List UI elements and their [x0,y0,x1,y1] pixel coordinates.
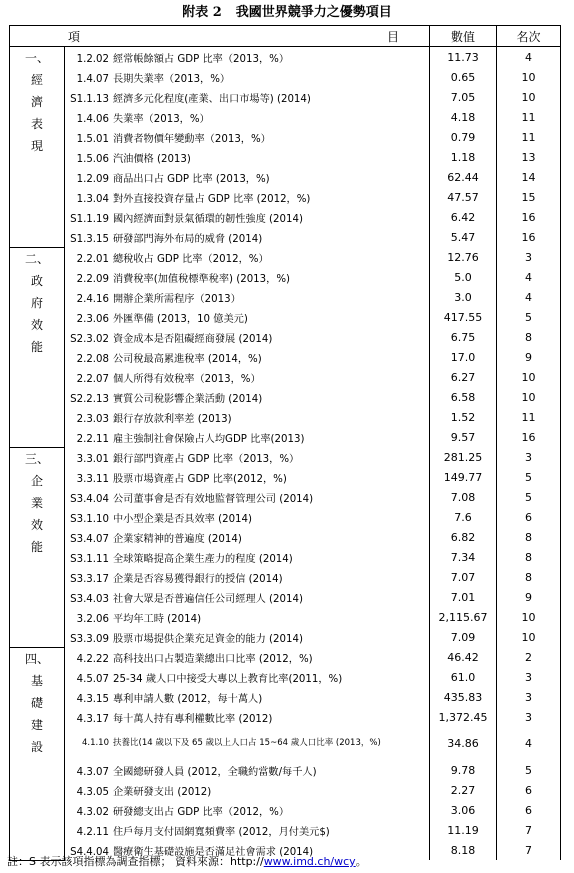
table-row [10,627,561,647]
item-code: 4.2.11 [76,826,109,838]
item-name: 企業是否容易獲得銀行的授信 (2014) [113,573,283,585]
item-cell [65,487,430,507]
item-cell [65,167,430,187]
item-name: 實質公司稅影響企業活動 (2014) [113,393,263,405]
item-cell [65,367,430,387]
rank-cell: 3 [497,667,561,687]
item-name: 全球策略提高企業生產力的程度 (2014) [113,553,293,565]
value-cell: 6.58 [430,387,497,407]
item-cell [65,727,430,760]
value-cell: 0.79 [430,127,497,147]
table-row [10,167,561,187]
rank-cell: 6 [497,780,561,800]
item-code: 1.5.06 [76,153,109,165]
value-cell: 149.77 [430,467,497,487]
item-name: 個人所得有效稅率（2013，%） [113,373,261,385]
rank-cell: 2 [497,647,561,667]
value-cell: 6.27 [430,367,497,387]
item-cell [65,547,430,567]
category-label-line: 設 [30,739,43,754]
item-code: 4.5.07 [76,673,109,685]
rank-cell: 9 [497,587,561,607]
category-label [10,47,65,248]
category-label-line: 表 [30,117,43,131]
rank-cell: 3 [497,447,561,467]
rank-cell: 10 [497,607,561,627]
value-cell: 281.25 [430,447,497,467]
category-label-line: 三、 [24,451,49,466]
rank-cell: 8 [497,567,561,587]
value-cell: 7.08 [430,487,497,507]
value-cell: 3.06 [430,800,497,820]
value-cell: 417.55 [430,307,497,327]
table-row [10,527,561,547]
header-item-right: 目 [386,29,399,44]
category-label [10,647,65,860]
item-name: 股票市場資產占 GDP 比率(2012，%) [113,473,287,485]
item-cell [65,247,430,267]
rank-cell: 9 [497,347,561,367]
rank-cell: 5 [497,760,561,780]
category-label-line: 二、 [24,251,49,266]
item-cell [65,407,430,427]
item-cell [65,800,430,820]
item-code: 3.3.11 [76,473,109,485]
item-code: S3.1.11 [70,553,109,565]
header-item [10,26,430,47]
table-caption: 我國世界競爭力之優勢項目 [235,5,392,20]
table-row [10,727,561,760]
item-code: 2.2.11 [76,433,109,445]
value-cell: 5.0 [430,267,497,287]
item-cell [65,207,430,227]
table-row [10,607,561,627]
table-row [10,327,561,347]
value-cell: 61.0 [430,667,497,687]
item-cell [65,147,430,167]
footer-note-text: 註：S 表示該項指標為調查指標； 資料來源：http:// [7,855,264,868]
rank-cell: 15 [497,187,561,207]
item-name: 平均年工時 (2014) [113,613,202,625]
value-cell: 9.57 [430,427,497,447]
table-body [10,47,561,861]
item-name: 國內經濟面對景氣循環的韌性強度 (2014) [113,213,303,225]
rank-cell: 4 [497,287,561,307]
item-cell [65,387,430,407]
item-name: 長期失業率（2013，%） [113,73,231,85]
item-name: 銀行存放款利率差 (2013) [113,413,232,425]
item-cell [65,227,430,247]
item-code: 4.2.22 [76,653,109,665]
table-row [10,347,561,367]
footer-note [7,853,572,871]
item-cell [65,760,430,780]
category-label-line: 現 [30,139,43,153]
table-row [10,820,561,840]
item-code: 4.3.02 [76,806,109,818]
footer-note-end: 。 [355,855,367,868]
item-code: 1.2.02 [76,53,109,65]
table-row [10,207,561,227]
category-label-line: 府 [30,295,43,310]
value-cell: 62.44 [430,167,497,187]
item-name: 銀行部門資產占 GDP 比率（2013，%） [113,453,300,465]
item-code: 4.3.05 [76,786,109,798]
item-code: 2.3.06 [76,313,109,325]
category-label-line: 企 [30,473,43,488]
category-label-line: 一、 [24,51,49,65]
item-cell [65,87,430,107]
item-code: 2.2.07 [76,373,109,385]
item-cell [65,820,430,840]
item-code: 4.3.07 [76,766,109,778]
table-row [10,707,561,727]
category-label-line: 建 [30,717,43,732]
value-cell: 2,115.67 [430,607,497,627]
table-row [10,147,561,167]
rank-cell: 10 [497,367,561,387]
table-row [10,127,561,147]
item-code: 2.4.16 [76,293,109,305]
category-label-line: 經 [30,73,43,87]
rank-cell: 16 [497,427,561,447]
rank-cell: 10 [497,627,561,647]
rank-cell: 6 [497,800,561,820]
item-code: S1.3.15 [70,233,109,245]
rank-cell: 8 [497,327,561,347]
category-label-line: 礎 [30,695,43,710]
item-name: 外匯準備 (2013，10 億美元) [113,313,248,325]
item-code: 3.3.01 [76,453,109,465]
item-cell [65,780,430,800]
rank-cell: 7 [497,840,561,860]
value-cell: 0.65 [430,67,497,87]
table-row [10,567,561,587]
item-name: 資金成本是否阻礙經商發展 (2014) [113,333,273,345]
item-cell [65,627,430,647]
item-code: S4.4.04 [70,846,109,858]
item-cell [65,467,430,487]
item-cell [65,647,430,667]
item-name: 經濟多元化程度(產業、出口市場等) (2014) [113,93,311,105]
item-name: 消費稅率(加值稅標準稅率) (2013，%) [113,273,290,285]
item-cell [65,47,430,68]
item-code: 1.2.09 [76,173,109,185]
rank-cell: 10 [497,67,561,87]
table-row [10,287,561,307]
rank-cell: 3 [497,707,561,727]
item-name: 商品出口占 GDP 比率 (2013，%) [113,173,270,185]
category-label [10,447,65,647]
item-cell [65,187,430,207]
item-cell [65,707,430,727]
item-code: 2.2.08 [76,353,109,365]
item-cell [65,507,430,527]
rank-cell: 8 [497,547,561,567]
value-cell: 7.07 [430,567,497,587]
category-label-line: 效 [30,317,43,332]
item-name: 研發部門海外布局的威脅 (2014) [113,233,263,245]
item-code: 2.3.03 [76,413,109,425]
item-name: 扶養比(14 歲以下及 65 歲以上人口占 15~64 歲人口比率 (2013，%) [113,738,381,748]
table-row [10,487,561,507]
value-cell: 9.78 [430,760,497,780]
rank-cell: 10 [497,87,561,107]
item-name: 股票市場提供企業充足資金的能力 (2014) [113,633,303,645]
table-row [10,187,561,207]
rank-cell: 11 [497,107,561,127]
header-item-left: 項 [68,29,81,44]
item-name: 全國總研發人員 (2012，全職約當數/每千人) [113,766,317,778]
item-name: 公司董事會是否有效地監督管理公司 (2014) [113,493,314,505]
rank-cell: 6 [497,507,561,527]
item-code: 1.5.01 [76,133,109,145]
item-name: 每十萬人持有專利權數比率 (2012) [113,713,273,725]
item-name: 總稅收占 GDP 比率（2012，%） [113,253,269,265]
category-label-line: 能 [30,539,43,554]
item-name: 失業率（2013，%） [113,113,210,125]
table-row [10,407,561,427]
item-code: S1.1.13 [70,93,109,105]
rank-cell: 4 [497,727,561,760]
header-value: 數值 [430,26,497,47]
item-cell [65,67,430,87]
rank-cell: 3 [497,247,561,267]
category-label-line: 業 [30,495,43,510]
rank-cell: 8 [497,527,561,547]
table-row [10,587,561,607]
header-rank: 名次 [497,26,561,47]
item-name: 企業家精神的普遍度 (2014) [113,533,242,545]
table-row [10,47,561,68]
table-title [0,3,574,23]
rank-cell: 4 [497,267,561,287]
value-cell: 1.18 [430,147,497,167]
table-row [10,760,561,780]
value-cell: 7.09 [430,627,497,647]
item-cell [65,567,430,587]
value-cell: 2.27 [430,780,497,800]
table-row [10,107,561,127]
item-cell [65,127,430,147]
item-name: 住戶每月支付固網寬頻費率 (2012，月付美元$) [113,826,330,838]
value-cell: 6.82 [430,527,497,547]
value-cell: 11.73 [430,47,497,68]
item-cell [65,327,430,347]
value-cell: 12.76 [430,247,497,267]
rank-cell: 11 [497,127,561,147]
table-row [10,227,561,247]
rank-cell: 4 [497,47,561,68]
item-code: 1.3.04 [76,193,109,205]
item-cell [65,307,430,327]
category-label-line: 政 [30,273,43,288]
rank-cell: 5 [497,307,561,327]
value-cell: 46.42 [430,647,497,667]
item-code: S3.3.17 [70,573,109,585]
table-row [10,427,561,447]
category-label-line: 基 [30,673,43,688]
item-cell [65,267,430,287]
table-row [10,447,561,467]
table-row [10,387,561,407]
value-cell: 8.18 [430,840,497,860]
rank-cell: 3 [497,687,561,707]
rank-cell: 14 [497,167,561,187]
value-cell: 17.0 [430,347,497,367]
table-row [10,467,561,487]
item-name: 汽油價格 (2013) [113,153,191,165]
table-row [10,800,561,820]
item-cell [65,587,430,607]
rank-cell: 5 [497,487,561,507]
table-row [10,247,561,267]
item-name: 社會大眾是否普遍信任公司經理人 (2014) [113,593,303,605]
item-code: 3.2.06 [76,613,109,625]
table-row [10,307,561,327]
item-name: 醫療衛生基礎設施是否滿足社會需求 (2014) [113,846,314,858]
category-label-line: 效 [30,517,43,532]
item-code: S3.4.03 [70,593,109,605]
value-cell: 1,372.45 [430,707,497,727]
item-cell [65,687,430,707]
rank-cell: 10 [497,387,561,407]
rank-cell: 16 [497,207,561,227]
table-row [10,667,561,687]
rank-cell: 7 [497,820,561,840]
category-label-line: 濟 [30,95,43,109]
category-label-line: 四、 [24,651,49,666]
item-code: 4.3.15 [76,693,109,705]
table-row [10,687,561,707]
value-cell: 7.05 [430,87,497,107]
item-cell [65,447,430,467]
value-cell: 7.01 [430,587,497,607]
item-code: S2.2.13 [70,393,109,405]
item-code: S3.4.07 [70,533,109,545]
item-cell [65,107,430,127]
value-cell: 6.42 [430,207,497,227]
table-number: 附表 2 [182,5,222,20]
item-code: 1.4.06 [76,113,109,125]
item-name: 高科技出口占製造業總出口比率 (2012，%) [113,653,313,665]
header-row [10,26,561,47]
category-label-line: 能 [30,339,43,354]
table-row [10,87,561,107]
item-code: S3.3.09 [70,633,109,645]
value-cell: 3.0 [430,287,497,307]
item-name: 中小型企業是否具效率 (2014) [113,513,252,525]
competitiveness-table [9,25,561,861]
table-row [10,507,561,527]
item-name: 經常帳餘額占 GDP 比率（2013，%） [113,53,290,65]
category-label [10,247,65,447]
item-name: 研發總支出占 GDP 比率（2012，%） [113,806,290,818]
item-code: 1.4.07 [76,73,109,85]
source-link[interactable]: www.imd.ch/wcy [263,855,356,868]
item-name: 消費者物價年變動率（2013，%） [113,133,271,145]
item-name: 25-34 歲人口中接受大專以上教育比率(2011，%) [113,673,343,685]
value-cell: 4.18 [430,107,497,127]
table-row [10,267,561,287]
rank-cell: 5 [497,467,561,487]
value-cell: 11.19 [430,820,497,840]
rank-cell: 11 [497,407,561,427]
table-row [10,67,561,87]
table-row [10,547,561,567]
table-row [10,367,561,387]
item-code: S3.1.10 [70,513,109,525]
item-cell [65,527,430,547]
value-cell: 47.57 [430,187,497,207]
value-cell: 34.86 [430,727,497,760]
item-cell [65,427,430,447]
item-code: S3.4.04 [70,493,109,505]
value-cell: 435.83 [430,687,497,707]
value-cell: 5.47 [430,227,497,247]
item-name: 公司稅最高累進稅率 (2014，%) [113,353,262,365]
item-cell [65,287,430,307]
rank-cell: 13 [497,147,561,167]
rank-cell: 16 [497,227,561,247]
item-code: 2.2.09 [76,273,109,285]
item-name: 專利申請人數 (2012，每十萬人) [113,693,263,705]
value-cell: 6.75 [430,327,497,347]
item-name: 企業研發支出 (2012) [113,786,212,798]
item-code: 4.1.10 [81,738,109,748]
value-cell: 1.52 [430,407,497,427]
table-row [10,647,561,667]
item-name: 對外直接投資存量占 GDP 比率 (2012，%) [113,193,311,205]
item-code: 2.2.01 [76,253,109,265]
item-cell [65,347,430,367]
item-code: S1.1.19 [70,213,109,225]
table-row [10,780,561,800]
item-code: S2.3.02 [70,333,109,345]
item-cell [65,607,430,627]
item-name: 開辦企業所需程序（2013） [113,293,241,305]
value-cell: 7.34 [430,547,497,567]
item-cell [65,667,430,687]
item-name: 雇主強制社會保險占人均GDP 比率(2013) [113,433,305,445]
value-cell: 7.6 [430,507,497,527]
item-code: 4.3.17 [76,713,109,725]
